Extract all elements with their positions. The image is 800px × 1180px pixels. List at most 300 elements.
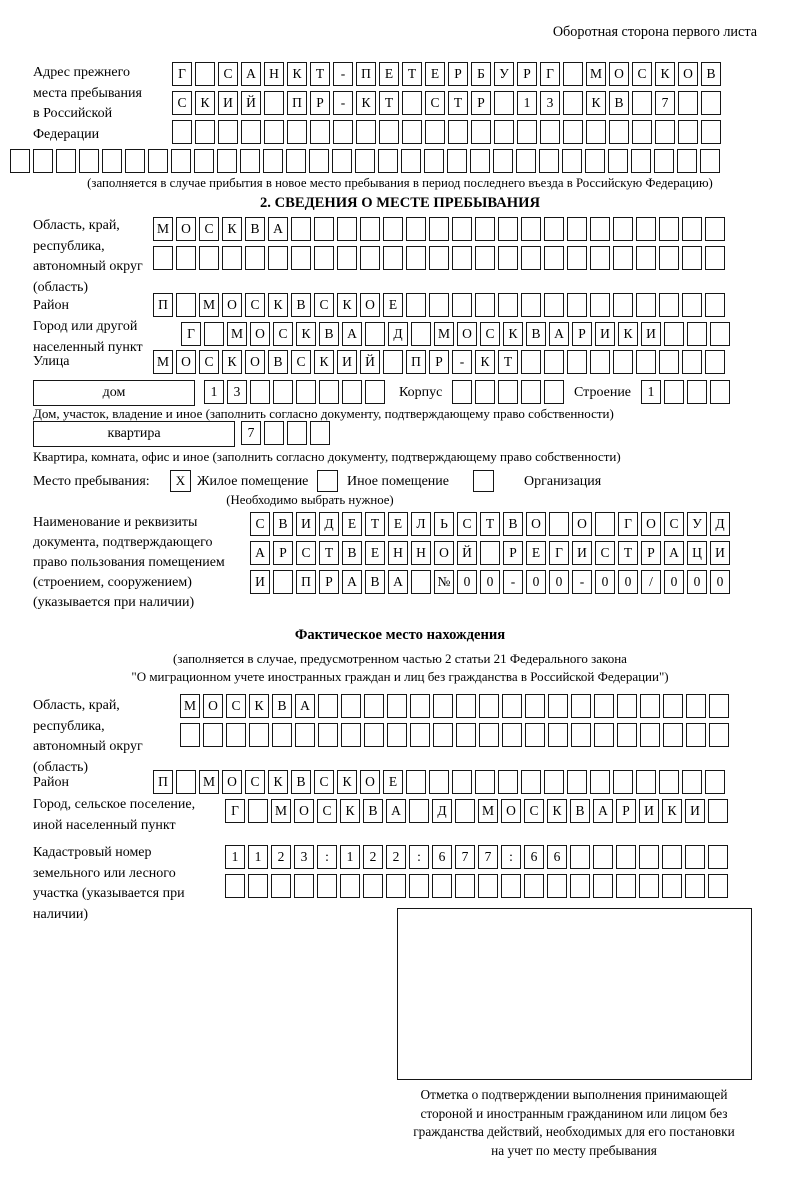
char-cell[interactable]: 2: [386, 845, 406, 869]
char-cell[interactable]: [539, 149, 559, 173]
char-cell[interactable]: [471, 120, 491, 144]
char-cell[interactable]: [365, 380, 385, 404]
char-cell[interactable]: С: [245, 293, 265, 317]
char-cell[interactable]: [296, 380, 316, 404]
char-cell[interactable]: [429, 770, 449, 794]
char-cell[interactable]: [273, 380, 293, 404]
char-cell[interactable]: [548, 694, 568, 718]
char-cell[interactable]: [593, 845, 613, 869]
char-cell[interactable]: О: [176, 350, 196, 374]
char-cell[interactable]: [594, 723, 614, 747]
char-cell[interactable]: [493, 149, 513, 173]
char-cell[interactable]: [567, 217, 587, 241]
char-cell[interactable]: [291, 246, 311, 270]
char-cell[interactable]: О: [360, 293, 380, 317]
char-cell[interactable]: [636, 770, 656, 794]
char-cell[interactable]: О: [222, 770, 242, 794]
char-cell[interactable]: [567, 350, 587, 374]
char-cell[interactable]: О: [360, 770, 380, 794]
char-cell[interactable]: К: [503, 322, 523, 346]
char-cell[interactable]: :: [409, 845, 429, 869]
char-cell[interactable]: [333, 120, 353, 144]
char-cell[interactable]: Г: [549, 541, 569, 565]
char-cell[interactable]: [682, 293, 702, 317]
char-cell[interactable]: [452, 293, 472, 317]
char-cell[interactable]: [226, 723, 246, 747]
char-cell[interactable]: [286, 149, 306, 173]
char-cell[interactable]: [608, 149, 628, 173]
char-cell[interactable]: 0: [480, 570, 500, 594]
char-cell[interactable]: [452, 246, 472, 270]
char-cell[interactable]: Г: [225, 799, 245, 823]
char-cell[interactable]: Р: [641, 541, 661, 565]
char-cell[interactable]: [708, 874, 728, 898]
char-cell[interactable]: [314, 246, 334, 270]
char-cell[interactable]: [410, 694, 430, 718]
char-cell[interactable]: [590, 293, 610, 317]
char-cell[interactable]: [498, 293, 518, 317]
char-cell[interactable]: Т: [498, 350, 518, 374]
char-cell[interactable]: [310, 421, 330, 445]
char-cell[interactable]: М: [153, 350, 173, 374]
char-cell[interactable]: [678, 91, 698, 115]
char-cell[interactable]: К: [296, 322, 316, 346]
char-cell[interactable]: [708, 799, 728, 823]
char-cell[interactable]: [318, 723, 338, 747]
char-cell[interactable]: К: [662, 799, 682, 823]
char-cell[interactable]: [249, 723, 269, 747]
char-cell[interactable]: [365, 322, 385, 346]
char-cell[interactable]: [402, 120, 422, 144]
char-cell[interactable]: [287, 120, 307, 144]
char-cell[interactable]: [341, 723, 361, 747]
char-cell[interactable]: [640, 723, 660, 747]
char-cell[interactable]: [494, 91, 514, 115]
char-cell[interactable]: [176, 293, 196, 317]
char-cell[interactable]: 0: [687, 570, 707, 594]
char-cell[interactable]: Л: [411, 512, 431, 536]
char-cell[interactable]: Т: [618, 541, 638, 565]
char-cell[interactable]: К: [268, 770, 288, 794]
char-cell[interactable]: Т: [480, 512, 500, 536]
char-cell[interactable]: О: [222, 293, 242, 317]
char-cell[interactable]: [705, 246, 725, 270]
char-cell[interactable]: [199, 246, 219, 270]
char-cell[interactable]: [263, 149, 283, 173]
char-cell[interactable]: В: [526, 322, 546, 346]
char-cell[interactable]: 1: [641, 380, 661, 404]
char-cell[interactable]: М: [180, 694, 200, 718]
char-cell[interactable]: [264, 421, 284, 445]
char-cell[interactable]: О: [526, 512, 546, 536]
char-cell[interactable]: [502, 723, 522, 747]
char-cell[interactable]: [250, 380, 270, 404]
char-cell[interactable]: 6: [547, 845, 567, 869]
char-cell[interactable]: [203, 723, 223, 747]
char-cell[interactable]: [544, 293, 564, 317]
char-cell[interactable]: [544, 246, 564, 270]
char-cell[interactable]: В: [609, 91, 629, 115]
char-cell[interactable]: [429, 246, 449, 270]
char-cell[interactable]: [355, 149, 375, 173]
char-cell[interactable]: Р: [448, 62, 468, 86]
char-cell[interactable]: [501, 874, 521, 898]
char-cell[interactable]: [525, 694, 545, 718]
char-cell[interactable]: М: [271, 799, 291, 823]
char-cell[interactable]: [273, 570, 293, 594]
char-cell[interactable]: 0: [710, 570, 730, 594]
char-cell[interactable]: [682, 217, 702, 241]
char-cell[interactable]: [332, 149, 352, 173]
char-cell[interactable]: [544, 217, 564, 241]
char-cell[interactable]: С: [632, 62, 652, 86]
char-cell[interactable]: [318, 694, 338, 718]
char-cell[interactable]: [387, 694, 407, 718]
char-cell[interactable]: [364, 723, 384, 747]
char-cell[interactable]: [521, 293, 541, 317]
char-cell[interactable]: [590, 350, 610, 374]
char-cell[interactable]: [636, 350, 656, 374]
char-cell[interactable]: [319, 380, 339, 404]
char-cell[interactable]: [402, 91, 422, 115]
char-cell[interactable]: С: [218, 62, 238, 86]
char-cell[interactable]: Е: [342, 512, 362, 536]
char-cell[interactable]: [33, 149, 53, 173]
char-cell[interactable]: 3: [294, 845, 314, 869]
char-cell[interactable]: 2: [271, 845, 291, 869]
char-cell[interactable]: Н: [264, 62, 284, 86]
char-cell[interactable]: [662, 845, 682, 869]
char-cell[interactable]: 0: [549, 570, 569, 594]
char-cell[interactable]: [705, 217, 725, 241]
char-cell[interactable]: Д: [388, 322, 408, 346]
char-cell[interactable]: К: [268, 293, 288, 317]
char-cell[interactable]: [705, 350, 725, 374]
char-cell[interactable]: [222, 246, 242, 270]
char-cell[interactable]: [217, 149, 237, 173]
char-cell[interactable]: [153, 246, 173, 270]
char-cell[interactable]: 7: [455, 845, 475, 869]
char-cell[interactable]: [544, 350, 564, 374]
char-cell[interactable]: И: [296, 512, 316, 536]
stay-type-checkbox-residential[interactable]: X: [170, 470, 191, 492]
char-cell[interactable]: [204, 322, 224, 346]
char-cell[interactable]: В: [245, 217, 265, 241]
char-cell[interactable]: С: [245, 770, 265, 794]
char-cell[interactable]: [687, 380, 707, 404]
char-cell[interactable]: 7: [241, 421, 261, 445]
char-cell[interactable]: В: [273, 512, 293, 536]
char-cell[interactable]: Ь: [434, 512, 454, 536]
char-cell[interactable]: [685, 874, 705, 898]
char-cell[interactable]: К: [249, 694, 269, 718]
char-cell[interactable]: [663, 694, 683, 718]
char-cell[interactable]: Г: [618, 512, 638, 536]
char-cell[interactable]: [317, 874, 337, 898]
char-cell[interactable]: [195, 120, 215, 144]
char-cell[interactable]: 1: [517, 91, 537, 115]
char-cell[interactable]: [521, 770, 541, 794]
char-cell[interactable]: [337, 246, 357, 270]
char-cell[interactable]: 0: [457, 570, 477, 594]
char-cell[interactable]: О: [434, 541, 454, 565]
char-cell[interactable]: [594, 694, 614, 718]
char-cell[interactable]: Г: [181, 322, 201, 346]
char-cell[interactable]: [562, 149, 582, 173]
char-cell[interactable]: М: [199, 770, 219, 794]
char-cell[interactable]: -: [452, 350, 472, 374]
char-cell[interactable]: О: [609, 62, 629, 86]
char-cell[interactable]: М: [153, 217, 173, 241]
char-cell[interactable]: 0: [618, 570, 638, 594]
char-cell[interactable]: А: [268, 217, 288, 241]
char-cell[interactable]: [705, 293, 725, 317]
char-cell[interactable]: [682, 246, 702, 270]
char-cell[interactable]: П: [153, 770, 173, 794]
char-cell[interactable]: С: [524, 799, 544, 823]
char-cell[interactable]: Е: [526, 541, 546, 565]
char-cell[interactable]: [494, 120, 514, 144]
char-cell[interactable]: Т: [402, 62, 422, 86]
char-cell[interactable]: [433, 723, 453, 747]
char-cell[interactable]: [429, 293, 449, 317]
char-cell[interactable]: [521, 217, 541, 241]
char-cell[interactable]: Р: [273, 541, 293, 565]
char-cell[interactable]: [616, 845, 636, 869]
char-cell[interactable]: Т: [310, 62, 330, 86]
char-cell[interactable]: [659, 293, 679, 317]
char-cell[interactable]: В: [319, 322, 339, 346]
char-cell[interactable]: К: [337, 770, 357, 794]
char-cell[interactable]: [595, 512, 615, 536]
char-cell[interactable]: Т: [448, 91, 468, 115]
char-cell[interactable]: [364, 694, 384, 718]
char-cell[interactable]: [664, 322, 684, 346]
char-cell[interactable]: Е: [388, 512, 408, 536]
char-cell[interactable]: К: [340, 799, 360, 823]
char-cell[interactable]: [360, 217, 380, 241]
char-cell[interactable]: [264, 120, 284, 144]
char-cell[interactable]: О: [176, 217, 196, 241]
char-cell[interactable]: [540, 120, 560, 144]
char-cell[interactable]: Р: [429, 350, 449, 374]
char-cell[interactable]: [678, 120, 698, 144]
char-cell[interactable]: О: [250, 322, 270, 346]
char-cell[interactable]: 7: [655, 91, 675, 115]
char-cell[interactable]: И: [250, 570, 270, 594]
char-cell[interactable]: С: [199, 350, 219, 374]
char-cell[interactable]: [613, 770, 633, 794]
char-cell[interactable]: [709, 723, 729, 747]
char-cell[interactable]: [498, 217, 518, 241]
char-cell[interactable]: [342, 380, 362, 404]
char-cell[interactable]: Д: [432, 799, 452, 823]
char-cell[interactable]: О: [572, 512, 592, 536]
char-cell[interactable]: С: [664, 512, 684, 536]
char-cell[interactable]: [172, 120, 192, 144]
char-cell[interactable]: В: [342, 541, 362, 565]
char-cell[interactable]: [429, 217, 449, 241]
char-cell[interactable]: [225, 874, 245, 898]
char-cell[interactable]: [475, 770, 495, 794]
char-cell[interactable]: [662, 874, 682, 898]
char-cell[interactable]: /: [641, 570, 661, 594]
char-cell[interactable]: [571, 694, 591, 718]
char-cell[interactable]: Д: [710, 512, 730, 536]
char-cell[interactable]: [525, 723, 545, 747]
char-cell[interactable]: [701, 91, 721, 115]
char-cell[interactable]: Й: [457, 541, 477, 565]
char-cell[interactable]: С: [314, 293, 334, 317]
char-cell[interactable]: [425, 120, 445, 144]
char-cell[interactable]: [448, 120, 468, 144]
char-cell[interactable]: К: [475, 350, 495, 374]
char-cell[interactable]: [456, 694, 476, 718]
char-cell[interactable]: С: [595, 541, 615, 565]
char-cell[interactable]: [567, 293, 587, 317]
char-cell[interactable]: [411, 322, 431, 346]
char-cell[interactable]: [617, 723, 637, 747]
char-cell[interactable]: [478, 874, 498, 898]
char-cell[interactable]: К: [547, 799, 567, 823]
char-cell[interactable]: [79, 149, 99, 173]
char-cell[interactable]: [356, 120, 376, 144]
char-cell[interactable]: И: [595, 322, 615, 346]
char-cell[interactable]: А: [250, 541, 270, 565]
char-cell[interactable]: [379, 120, 399, 144]
char-cell[interactable]: [125, 149, 145, 173]
char-cell[interactable]: В: [570, 799, 590, 823]
char-cell[interactable]: [218, 120, 238, 144]
char-cell[interactable]: [180, 723, 200, 747]
char-cell[interactable]: [590, 217, 610, 241]
char-cell[interactable]: А: [342, 322, 362, 346]
char-cell[interactable]: [590, 246, 610, 270]
char-cell[interactable]: С: [457, 512, 477, 536]
char-cell[interactable]: [705, 770, 725, 794]
char-cell[interactable]: -: [333, 62, 353, 86]
char-cell[interactable]: [687, 322, 707, 346]
char-cell[interactable]: -: [333, 91, 353, 115]
char-cell[interactable]: [475, 246, 495, 270]
char-cell[interactable]: [563, 91, 583, 115]
char-cell[interactable]: [271, 874, 291, 898]
char-cell[interactable]: [268, 246, 288, 270]
char-cell[interactable]: В: [701, 62, 721, 86]
char-cell[interactable]: [287, 421, 307, 445]
char-cell[interactable]: [682, 770, 702, 794]
char-cell[interactable]: [406, 770, 426, 794]
char-cell[interactable]: М: [434, 322, 454, 346]
char-cell[interactable]: [659, 350, 679, 374]
char-cell[interactable]: О: [203, 694, 223, 718]
char-cell[interactable]: [498, 770, 518, 794]
char-cell[interactable]: [677, 149, 697, 173]
char-cell[interactable]: [56, 149, 76, 173]
char-cell[interactable]: С: [226, 694, 246, 718]
char-cell[interactable]: [613, 350, 633, 374]
char-cell[interactable]: И: [685, 799, 705, 823]
char-cell[interactable]: [710, 380, 730, 404]
char-cell[interactable]: [659, 770, 679, 794]
char-cell[interactable]: [613, 217, 633, 241]
char-cell[interactable]: [521, 246, 541, 270]
char-cell[interactable]: И: [337, 350, 357, 374]
char-cell[interactable]: О: [641, 512, 661, 536]
char-cell[interactable]: [432, 874, 452, 898]
char-cell[interactable]: [406, 246, 426, 270]
char-cell[interactable]: Б: [471, 62, 491, 86]
char-cell[interactable]: О: [294, 799, 314, 823]
char-cell[interactable]: Р: [503, 541, 523, 565]
char-cell[interactable]: [616, 874, 636, 898]
char-cell[interactable]: [176, 246, 196, 270]
char-cell[interactable]: К: [337, 293, 357, 317]
char-cell[interactable]: [567, 770, 587, 794]
char-cell[interactable]: [309, 149, 329, 173]
char-cell[interactable]: [264, 91, 284, 115]
char-cell[interactable]: И: [641, 322, 661, 346]
char-cell[interactable]: [387, 723, 407, 747]
char-cell[interactable]: [548, 723, 568, 747]
char-cell[interactable]: [475, 217, 495, 241]
char-cell[interactable]: В: [268, 350, 288, 374]
char-cell[interactable]: [248, 799, 268, 823]
char-cell[interactable]: [455, 874, 475, 898]
char-cell[interactable]: [272, 723, 292, 747]
char-cell[interactable]: П: [287, 91, 307, 115]
char-cell[interactable]: В: [365, 570, 385, 594]
char-cell[interactable]: Р: [517, 62, 537, 86]
char-cell[interactable]: 7: [478, 845, 498, 869]
char-cell[interactable]: А: [342, 570, 362, 594]
char-cell[interactable]: [295, 723, 315, 747]
char-cell[interactable]: -: [572, 570, 592, 594]
char-cell[interactable]: С: [291, 350, 311, 374]
char-cell[interactable]: С: [199, 217, 219, 241]
char-cell[interactable]: [409, 874, 429, 898]
char-cell[interactable]: П: [406, 350, 426, 374]
char-cell[interactable]: [314, 217, 334, 241]
char-cell[interactable]: [194, 149, 214, 173]
char-cell[interactable]: [590, 770, 610, 794]
char-cell[interactable]: С: [314, 770, 334, 794]
char-cell[interactable]: П: [296, 570, 316, 594]
char-cell[interactable]: Е: [425, 62, 445, 86]
char-cell[interactable]: [613, 246, 633, 270]
char-cell[interactable]: [363, 874, 383, 898]
char-cell[interactable]: [686, 723, 706, 747]
char-cell[interactable]: Й: [360, 350, 380, 374]
char-cell[interactable]: [433, 694, 453, 718]
char-cell[interactable]: О: [678, 62, 698, 86]
char-cell[interactable]: [563, 62, 583, 86]
char-cell[interactable]: В: [272, 694, 292, 718]
char-cell[interactable]: [701, 120, 721, 144]
char-cell[interactable]: [176, 770, 196, 794]
char-cell[interactable]: [640, 694, 660, 718]
char-cell[interactable]: 1: [340, 845, 360, 869]
char-cell[interactable]: С: [172, 91, 192, 115]
char-cell[interactable]: [710, 322, 730, 346]
char-cell[interactable]: А: [295, 694, 315, 718]
char-cell[interactable]: К: [222, 350, 242, 374]
char-cell[interactable]: [455, 799, 475, 823]
char-cell[interactable]: [452, 770, 472, 794]
char-cell[interactable]: С: [273, 322, 293, 346]
char-cell[interactable]: [10, 149, 30, 173]
char-cell[interactable]: [570, 845, 590, 869]
